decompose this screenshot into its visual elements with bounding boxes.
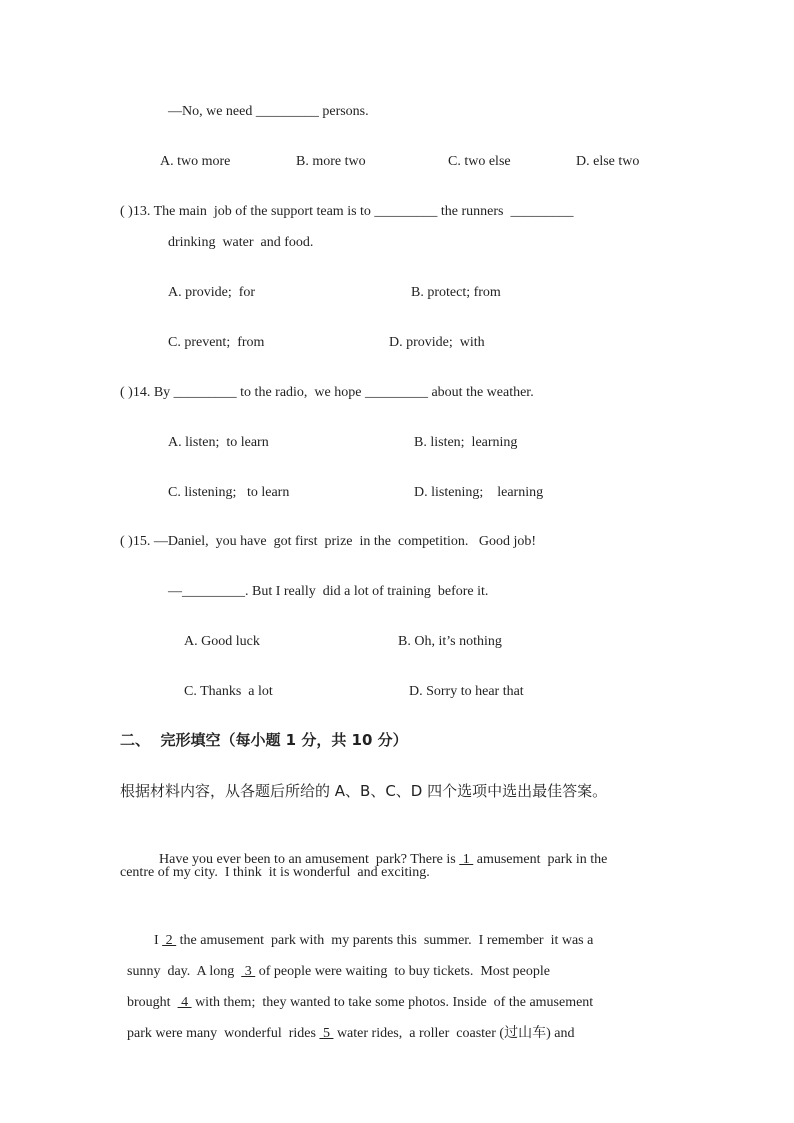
q13-option-d: D. provide; with (389, 335, 485, 350)
passage-text: of people were waiting to buy tickets. Most people (255, 964, 550, 979)
q12-option-a: A. two more (160, 154, 231, 169)
q12-answer-line: —No, we need _________ persons. (168, 104, 369, 119)
q13-stem-continued: drinking water and food. (168, 235, 314, 250)
passage-text: Have you ever been to an amusement park? There is (159, 852, 460, 867)
passage-text: with them; they wanted to take some photos. Inside of the amusement (191, 995, 594, 1010)
q14-option-b: B. listen; learning (414, 435, 518, 450)
q15-reply: —_________. But I really did a lot of training before it. (168, 584, 489, 599)
passage-text: park were many wonderful rides (127, 1026, 320, 1041)
passage-text: I (154, 933, 163, 948)
passage-text: water rides, a roller coaster (过山车) and (333, 1026, 575, 1041)
passage-text: the amusement park with my parents this summer. I remember it was a (176, 933, 594, 948)
section-instruction: 根据材料内容，从各题后所给的 A、B、C、D 四个选项中选出最佳答案。 (120, 782, 608, 800)
blank-4: 4 (177, 995, 192, 1010)
q15-option-c: C. Thanks a lot (184, 684, 273, 699)
passage-line: centre of my city. I think it is wonderful and exciting. (120, 865, 430, 880)
q15-stem: ( )15. —Daniel, you have got first prize in the competition. Good job! (120, 534, 537, 549)
q13-option-c: C. prevent; from (168, 335, 265, 350)
q14-option-a: A. listen; to learn (168, 435, 269, 450)
q12-option-b: B. more two (296, 154, 366, 169)
q14-option-c: C. listening; to learn (168, 485, 290, 500)
passage-text: brought (127, 995, 178, 1010)
passage-line (120, 1007, 574, 1043)
q15-option-d: D. Sorry to hear that (409, 684, 524, 699)
q14-stem: ( )14. By _________ to the radio, we hope _________ about the weather. (120, 385, 534, 400)
blank-5: 5 (319, 1026, 334, 1041)
q13-option-b: B. protect; from (411, 285, 501, 300)
q14-option-d: D. listening; learning (414, 485, 544, 500)
q12-option-c: C. two else (448, 154, 511, 169)
blank-2: 2 (162, 933, 177, 948)
section-heading: 二、 完形填空（每小题 1 分，共 10 分） (120, 731, 408, 749)
q13-option-a: A. provide; for (168, 285, 256, 300)
passage-text: sunny day. A long (127, 964, 242, 979)
blank-3: 3 (241, 964, 256, 979)
q15-option-a: A. Good luck (184, 634, 260, 649)
blank-1: 1 (459, 852, 474, 867)
passage-text: amusement park in the (473, 852, 608, 867)
q12-option-d: D. else two (576, 154, 640, 169)
q15-option-b: B. Oh, it’s nothing (398, 634, 502, 649)
q13-stem: ( )13. The main job of the support team is to _________ the runners _________ (120, 204, 574, 219)
